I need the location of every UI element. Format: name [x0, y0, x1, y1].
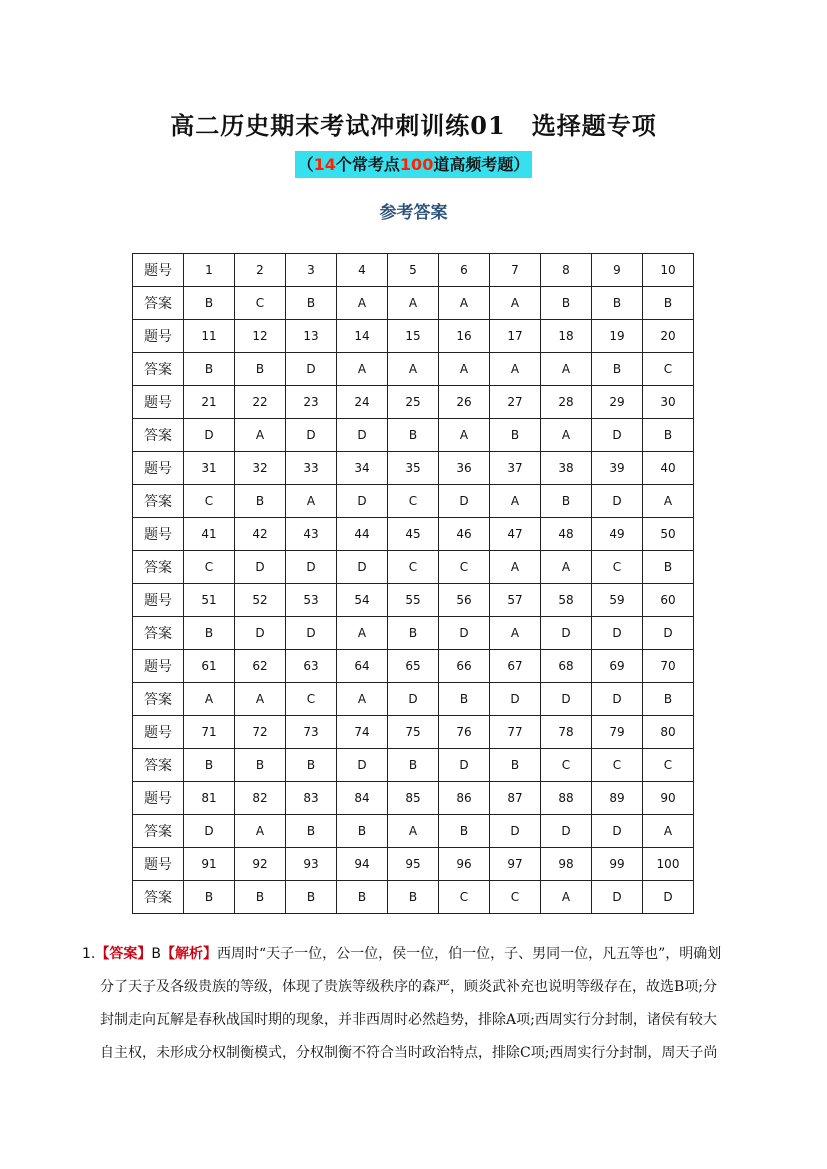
- question-number-cell: 79: [592, 716, 643, 749]
- answer-cell: C: [592, 551, 643, 584]
- answer-cell: A: [439, 353, 490, 386]
- question-number-cell: 49: [592, 518, 643, 551]
- answer-cell: C: [184, 485, 235, 518]
- question-number-cell: 28: [541, 386, 592, 419]
- question-number-cell: 85: [388, 782, 439, 815]
- question-number-cell: 91: [184, 848, 235, 881]
- answer-cell: D: [439, 749, 490, 782]
- answer-cell: A: [388, 353, 439, 386]
- question-number-cell: 83: [286, 782, 337, 815]
- answer-cell: A: [541, 353, 592, 386]
- question-number-cell: 94: [337, 848, 388, 881]
- answer-cell: C: [235, 287, 286, 320]
- question-number-cell: 44: [337, 518, 388, 551]
- question-number-cell: 72: [235, 716, 286, 749]
- answer-cell: B: [643, 287, 694, 320]
- subtitle-text-1: 个常考点: [335, 155, 400, 174]
- answer-cell: D: [235, 617, 286, 650]
- answer-cell: B: [337, 815, 388, 848]
- question-number-cell: 46: [439, 518, 490, 551]
- analysis-section: [82, 938, 750, 1070]
- question-number-row: [133, 650, 694, 683]
- answer-cell: B: [184, 881, 235, 914]
- answer-cell: D: [286, 353, 337, 386]
- question-number: 1.: [82, 946, 96, 962]
- row-label: 题号: [133, 320, 184, 353]
- question-number-cell: 47: [490, 518, 541, 551]
- question-number-cell: 17: [490, 320, 541, 353]
- question-number-cell: 20: [643, 320, 694, 353]
- question-number-cell: 87: [490, 782, 541, 815]
- analysis-line: 自主权，未形成分权制衡模式，分权制衡不符合当时政治特点，排除C项;西周实行分封制，周天子尚: [100, 1045, 718, 1061]
- row-label: 答案: [133, 617, 184, 650]
- answer-cell: B: [541, 287, 592, 320]
- answer-cell: B: [643, 551, 694, 584]
- question-number-cell: 82: [235, 782, 286, 815]
- question-number-cell: 25: [388, 386, 439, 419]
- question-number-cell: 26: [439, 386, 490, 419]
- answer-cell: D: [184, 815, 235, 848]
- question-number-cell: 37: [490, 452, 541, 485]
- question-number-cell: 3: [286, 254, 337, 287]
- answer-row: [133, 551, 694, 584]
- question-number-cell: 99: [592, 848, 643, 881]
- answer-cell: C: [643, 353, 694, 386]
- answer-cell: A: [337, 683, 388, 716]
- answer-row: [133, 287, 694, 320]
- answer-cell: B: [388, 617, 439, 650]
- question-number-cell: 16: [439, 320, 490, 353]
- question-number-cell: 70: [643, 650, 694, 683]
- row-label: 答案: [133, 683, 184, 716]
- answer-cell: B: [439, 815, 490, 848]
- question-number-cell: 88: [541, 782, 592, 815]
- answer-cell: B: [592, 353, 643, 386]
- question-number-cell: 73: [286, 716, 337, 749]
- answer-value: B: [151, 946, 161, 962]
- row-label: 题号: [133, 650, 184, 683]
- answer-cell: A: [235, 815, 286, 848]
- question-number-cell: 33: [286, 452, 337, 485]
- answer-cell: B: [388, 749, 439, 782]
- question-number-cell: 4: [337, 254, 388, 287]
- row-label: 题号: [133, 782, 184, 815]
- question-number-row: [133, 386, 694, 419]
- question-number-cell: 13: [286, 320, 337, 353]
- answer-cell: D: [592, 683, 643, 716]
- question-number-cell: 29: [592, 386, 643, 419]
- answer-cell: C: [439, 881, 490, 914]
- answer-cell: A: [541, 551, 592, 584]
- question-number-cell: 67: [490, 650, 541, 683]
- answer-cell: D: [337, 419, 388, 452]
- question-number-cell: 52: [235, 584, 286, 617]
- question-number-cell: 39: [592, 452, 643, 485]
- answer-cell: B: [184, 617, 235, 650]
- answer-cell: B: [235, 749, 286, 782]
- question-number-cell: 92: [235, 848, 286, 881]
- answer-cell: A: [388, 287, 439, 320]
- answer-cell: D: [541, 617, 592, 650]
- answer-cell: D: [643, 881, 694, 914]
- answer-cell: A: [490, 485, 541, 518]
- question-number-cell: 80: [643, 716, 694, 749]
- question-number-cell: 61: [184, 650, 235, 683]
- question-number-cell: 86: [439, 782, 490, 815]
- answer-row: [133, 881, 694, 914]
- answer-cell: D: [643, 617, 694, 650]
- question-number-cell: 77: [490, 716, 541, 749]
- question-number-cell: 57: [490, 584, 541, 617]
- answer-cell: B: [490, 419, 541, 452]
- question-number-cell: 18: [541, 320, 592, 353]
- answer-cell: A: [541, 881, 592, 914]
- answer-cell: B: [184, 287, 235, 320]
- question-number-cell: 2: [235, 254, 286, 287]
- question-number-cell: 69: [592, 650, 643, 683]
- answer-cell: D: [541, 683, 592, 716]
- answer-cell: D: [184, 419, 235, 452]
- analysis-line: 分了天子及各级贵族的等级，体现了贵族等级秩序的森严，顾炎武补充也说明等级存在，故选B项;分: [100, 979, 718, 995]
- question-number-cell: 71: [184, 716, 235, 749]
- question-number-cell: 97: [490, 848, 541, 881]
- question-number-cell: 36: [439, 452, 490, 485]
- question-number-cell: 35: [388, 452, 439, 485]
- question-number-cell: 32: [235, 452, 286, 485]
- analysis-line: 封制走向瓦解是春秋战国时期的现象，并非西周时必然趋势，排除A项;西周实行分封制，诸侯有较大: [100, 1012, 717, 1028]
- analysis-text: 西周时“天子一位，公一位，侯一位，伯一位，子、男同一位，凡五等也”，明确划: [216, 946, 722, 962]
- row-label: 题号: [133, 254, 184, 287]
- question-number-cell: 14: [337, 320, 388, 353]
- answer-cell: A: [490, 287, 541, 320]
- answer-cell: C: [490, 881, 541, 914]
- answer-cell: A: [439, 287, 490, 320]
- subtitle-open: （: [297, 155, 314, 174]
- answer-cell: D: [286, 551, 337, 584]
- question-number-cell: 95: [388, 848, 439, 881]
- answer-cell: D: [490, 815, 541, 848]
- question-number-cell: 68: [541, 650, 592, 683]
- answer-tag: 【答案】: [95, 946, 152, 962]
- answer-cell: B: [439, 683, 490, 716]
- row-label: 题号: [133, 386, 184, 419]
- question-number-cell: 78: [541, 716, 592, 749]
- answer-cell: A: [439, 419, 490, 452]
- question-number-cell: 8: [541, 254, 592, 287]
- row-label: 答案: [133, 815, 184, 848]
- answer-cell: A: [235, 419, 286, 452]
- subtitle-highlight: [295, 151, 533, 178]
- question-number-cell: 31: [184, 452, 235, 485]
- question-number-cell: 100: [643, 848, 694, 881]
- answer-cell: D: [592, 419, 643, 452]
- question-number-row: [133, 782, 694, 815]
- answer-cell: C: [439, 551, 490, 584]
- answer-table: [132, 253, 694, 914]
- row-label: 题号: [133, 584, 184, 617]
- answer-cell: C: [592, 749, 643, 782]
- answer-cell: A: [490, 617, 541, 650]
- answer-heading: 参考答案: [379, 203, 448, 223]
- row-label: 题号: [133, 716, 184, 749]
- question-number-cell: 11: [184, 320, 235, 353]
- title-suffix: 选择题专项: [531, 111, 657, 140]
- answer-row: [133, 749, 694, 782]
- question-number-row: [133, 452, 694, 485]
- question-number-cell: 90: [643, 782, 694, 815]
- answer-row: [133, 485, 694, 518]
- question-number-cell: 75: [388, 716, 439, 749]
- answer-cell: A: [643, 485, 694, 518]
- question-number-cell: 58: [541, 584, 592, 617]
- analysis-tag: 【解析】: [160, 946, 217, 962]
- answer-cell: B: [235, 353, 286, 386]
- answer-cell: D: [286, 419, 337, 452]
- question-number-cell: 6: [439, 254, 490, 287]
- answer-cell: C: [388, 485, 439, 518]
- question-number-cell: 40: [643, 452, 694, 485]
- answer-cell: A: [184, 683, 235, 716]
- answer-cell: A: [337, 353, 388, 386]
- question-number-row: [133, 518, 694, 551]
- question-number-cell: 30: [643, 386, 694, 419]
- row-label: 答案: [133, 749, 184, 782]
- question-number-cell: 93: [286, 848, 337, 881]
- answer-cell: B: [235, 485, 286, 518]
- question-number-cell: 98: [541, 848, 592, 881]
- question-number-cell: 60: [643, 584, 694, 617]
- question-number-cell: 48: [541, 518, 592, 551]
- question-number-cell: 51: [184, 584, 235, 617]
- analysis-line: [82, 938, 750, 971]
- question-number-cell: 43: [286, 518, 337, 551]
- answer-cell: A: [337, 617, 388, 650]
- question-number-cell: 10: [643, 254, 694, 287]
- question-number-cell: 50: [643, 518, 694, 551]
- question-number-cell: 23: [286, 386, 337, 419]
- answer-cell: D: [439, 617, 490, 650]
- question-number-cell: 64: [337, 650, 388, 683]
- answer-cell: A: [541, 419, 592, 452]
- row-label: 答案: [133, 485, 184, 518]
- title-main: 高二历史期末考试冲刺训练01: [170, 111, 506, 140]
- answer-cell: B: [286, 749, 337, 782]
- question-number-row: [133, 254, 694, 287]
- answer-cell: B: [286, 287, 337, 320]
- question-number-cell: 96: [439, 848, 490, 881]
- answer-row: [133, 353, 694, 386]
- answer-cell: D: [286, 617, 337, 650]
- question-number-cell: 24: [337, 386, 388, 419]
- answer-cell: A: [643, 815, 694, 848]
- question-number-cell: 42: [235, 518, 286, 551]
- question-number-cell: 12: [235, 320, 286, 353]
- answer-row: [133, 683, 694, 716]
- answer-cell: C: [643, 749, 694, 782]
- question-number-cell: 27: [490, 386, 541, 419]
- row-label: 答案: [133, 551, 184, 584]
- subtitle-close: ）: [513, 155, 530, 174]
- row-label: 答案: [133, 881, 184, 914]
- question-number-cell: 66: [439, 650, 490, 683]
- question-number-cell: 45: [388, 518, 439, 551]
- question-number-cell: 1: [184, 254, 235, 287]
- answer-cell: C: [541, 749, 592, 782]
- question-number-cell: 9: [592, 254, 643, 287]
- answer-cell: A: [235, 683, 286, 716]
- answer-cell: B: [541, 485, 592, 518]
- answer-cell: B: [337, 881, 388, 914]
- answer-cell: D: [592, 881, 643, 914]
- row-label: 题号: [133, 518, 184, 551]
- answer-cell: D: [439, 485, 490, 518]
- row-label: 答案: [133, 287, 184, 320]
- answer-cell: C: [184, 551, 235, 584]
- answer-cell: B: [286, 815, 337, 848]
- answer-cell: B: [286, 881, 337, 914]
- question-number-cell: 41: [184, 518, 235, 551]
- answer-row: [133, 419, 694, 452]
- answer-cell: B: [184, 353, 235, 386]
- answer-cell: A: [490, 353, 541, 386]
- answer-cell: B: [643, 419, 694, 452]
- question-number-cell: 15: [388, 320, 439, 353]
- row-label: 题号: [133, 848, 184, 881]
- question-count: 100: [399, 155, 434, 174]
- row-label: 题号: [133, 452, 184, 485]
- question-number-row: [133, 848, 694, 881]
- question-number-cell: 62: [235, 650, 286, 683]
- row-label: 答案: [133, 353, 184, 386]
- question-number-cell: 55: [388, 584, 439, 617]
- answer-cell: C: [286, 683, 337, 716]
- question-number-cell: 19: [592, 320, 643, 353]
- question-number-cell: 5: [388, 254, 439, 287]
- question-number-cell: 74: [337, 716, 388, 749]
- answer-cell: B: [184, 749, 235, 782]
- answer-cell: D: [337, 551, 388, 584]
- answer-cell: C: [388, 551, 439, 584]
- answer-cell: B: [235, 881, 286, 914]
- question-number-cell: 22: [235, 386, 286, 419]
- answer-cell: D: [490, 683, 541, 716]
- question-number-cell: 21: [184, 386, 235, 419]
- question-number-cell: 7: [490, 254, 541, 287]
- question-number-cell: 59: [592, 584, 643, 617]
- answer-cell: D: [592, 485, 643, 518]
- answer-cell: B: [592, 287, 643, 320]
- question-number-cell: 84: [337, 782, 388, 815]
- question-number-cell: 63: [286, 650, 337, 683]
- question-number-cell: 65: [388, 650, 439, 683]
- question-number-cell: 53: [286, 584, 337, 617]
- answer-cell: A: [337, 287, 388, 320]
- answer-cell: A: [388, 815, 439, 848]
- answer-cell: D: [388, 683, 439, 716]
- topic-count: 14: [313, 155, 336, 174]
- answer-row: [133, 815, 694, 848]
- answer-row: [133, 617, 694, 650]
- answer-cell: B: [490, 749, 541, 782]
- question-number-row: [133, 584, 694, 617]
- question-number-cell: 54: [337, 584, 388, 617]
- answer-cell: A: [286, 485, 337, 518]
- question-number-cell: 76: [439, 716, 490, 749]
- answer-cell: B: [643, 683, 694, 716]
- row-label: 答案: [133, 419, 184, 452]
- question-number-cell: 89: [592, 782, 643, 815]
- question-number-row: [133, 320, 694, 353]
- question-number-cell: 34: [337, 452, 388, 485]
- answer-cell: A: [490, 551, 541, 584]
- answer-cell: D: [541, 815, 592, 848]
- answer-cell: D: [337, 485, 388, 518]
- answer-cell: D: [235, 551, 286, 584]
- answer-cell: D: [592, 617, 643, 650]
- question-number-cell: 81: [184, 782, 235, 815]
- question-number-row: [133, 716, 694, 749]
- question-number-cell: 38: [541, 452, 592, 485]
- answer-cell: D: [337, 749, 388, 782]
- answer-cell: B: [388, 881, 439, 914]
- question-number-cell: 56: [439, 584, 490, 617]
- answer-cell: D: [592, 815, 643, 848]
- answer-cell: B: [388, 419, 439, 452]
- page-title: [0, 106, 827, 141]
- subtitle-text-2: 道高频考题: [433, 155, 514, 174]
